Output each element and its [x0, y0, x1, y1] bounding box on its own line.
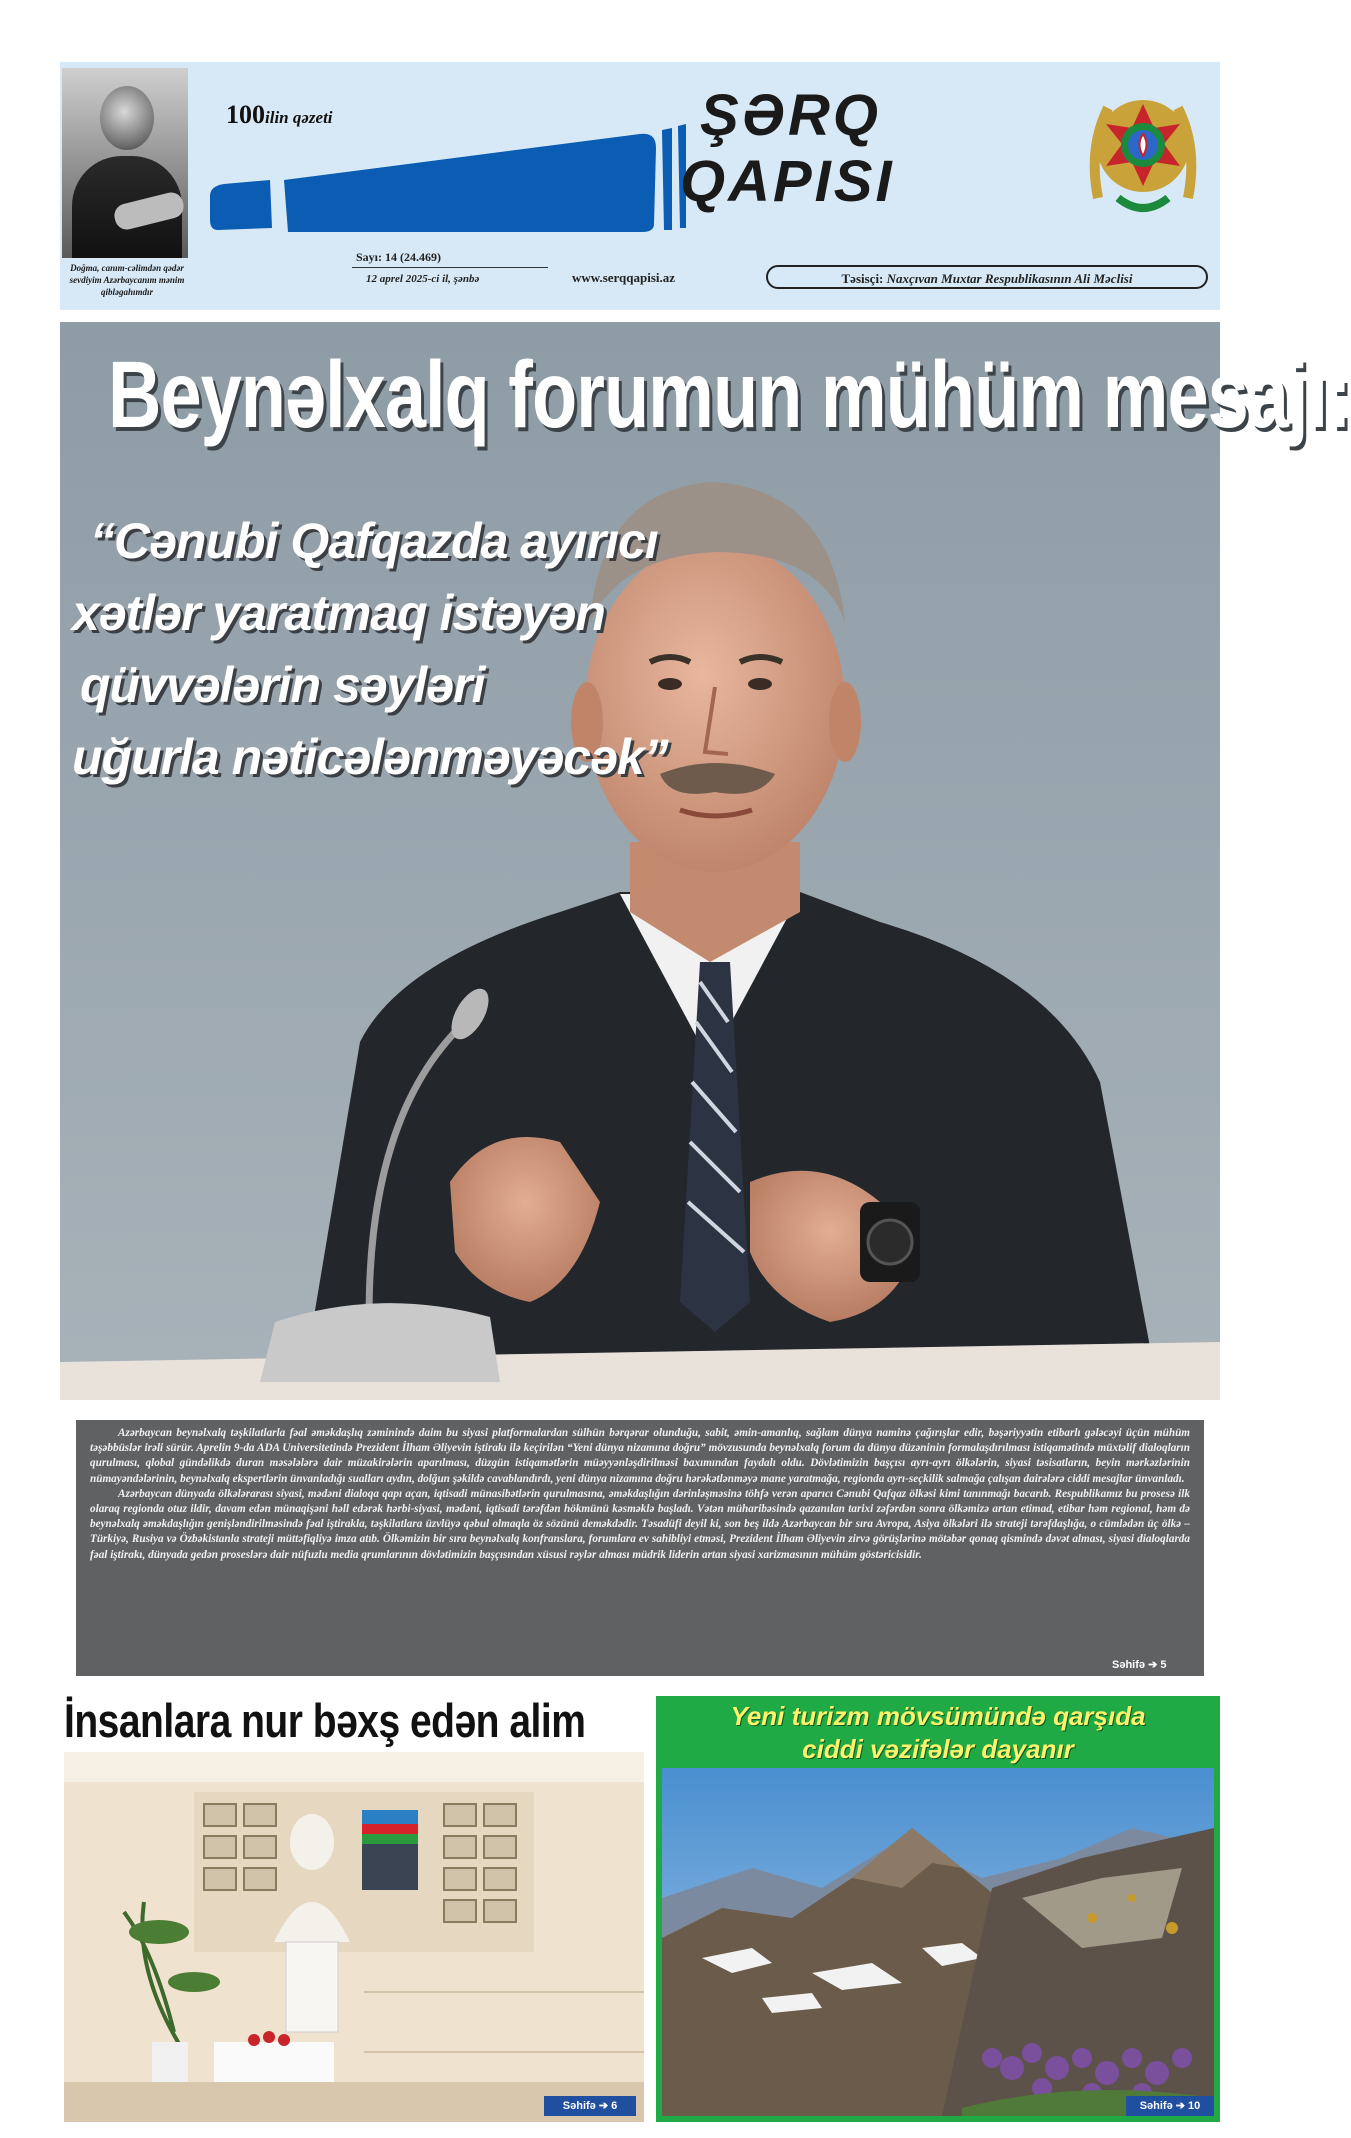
- hero-quote-line-3: qüvvələrin səyləri: [80, 657, 485, 713]
- age-label: [226, 100, 333, 130]
- state-emblem-icon: [1078, 78, 1208, 228]
- scientist-page-ref[interactable]: Səhifə ➔ 6: [544, 2096, 636, 2116]
- website-link[interactable]: www.serqqapisi.az: [572, 270, 676, 285]
- scientist-article-title[interactable]: İnsanlara nur bəxş edən alim: [64, 1696, 586, 1748]
- founder-box: [766, 265, 1208, 289]
- newspaper-title-line2: QAPISI: [680, 149, 895, 214]
- hero-quote-line-1: “Cənubi Qafqazda ayırıcı: [90, 513, 658, 569]
- memorial-room-photo: [64, 1752, 644, 2122]
- hero-quote-line-4: uğurla nəticələnməyəcək”: [72, 729, 668, 785]
- founder-name: Naxçıvan Muxtar Respublikasının Ali Məclisi: [886, 271, 1133, 286]
- main-headline: Beynəlxalq forumun mühüm mesajı:: [108, 341, 1351, 448]
- tourism-title-line2: ciddi vəzifələr dayanır: [802, 1734, 1074, 1764]
- portrait-caption: Doğma, canım-cəlimdən qədər sevdiyim Azərbaycanım mənim qibləgahımdır: [69, 263, 185, 297]
- hero-section: [60, 322, 1351, 1400]
- lead-page-ref[interactable]: Səhifə ➔ 5: [1112, 1659, 1167, 1671]
- hero-quote-line-2: xətlər yaratmaq istəyən: [72, 585, 605, 641]
- newspaper-title-line1: ŞƏRQ: [700, 83, 882, 148]
- masthead: [60, 62, 1220, 310]
- lead-paragraph: Azərbaycan beynəlxalq təşkilatlarla fəal əməkdaşlıq zəminində daim bu siyasi platformalardan sülhün bərqərar olunduğu, sabit, əmin-amanlıq, sağlam dünya naminə çağırışlar edir, bəşəriyyətin etibarlı gələcəyi üçün mühüm təşəbbüslər irəli sürür. Aprelin 9-da ADA Universitetində Prezident İlham Əliyevin iştirakı ilə keçirilən “Yeni dünya nizamına doğru” mövzusunda beynəlxalq forum da dünya düzəninin formalaşdırılması istiqamətində müxtəlif dialoqların qurulması, qlobal gündəlikdə duran məsələlərə dair müzakirələrin aparılması, düzgün istiqamətlərin müəyyənləşdirilməsi baxımından faydalı oldu. Dövlətimizin başçısı ayrı-ayrı ölkələrin, siyasi təsisatların, beyin mərkəzlərinin nümayəndələrinin, beynəlxalq ekspertlərin ünvanladığı sualları aydın, dolğun şəkildə cavablandırdı, yeni dünya nizamına doğru hərəkətlənməyə mane yaratmağa, regionda ayrı-seçkilik salmağa çalışan dairələrə ciddi mesajlar ünvanladı.: [90, 1427, 1190, 1485]
- mountain-landscape-photo: [662, 1768, 1214, 2116]
- lead-paragraph: Azərbaycan dünyada ölkələrarası siyasi, mədəni dialoqa qapı açan, iqtisadi münasibətlərin qurulmasına, əməkdaşlığın dərinləşməsinə töhfə verən aparıcı Cənubi Qafqaz ölkəsi kimi tanınmağı bacarıb. Respublikamız bu prosesə ilk olaraq regionda otuz ildir, davam edən münaqişəni həll edərək hərbi-siyasi, mədəni, iqtisadi tərəfdən hökmünü kəsməklə başladı. Vətən müharibəsində qazanılan tarixi zəfərdən sonra ölkəmizə artan etimad, etibar həm regional, həm də beynəlxalq əməkdaşlığın genişləndirilməsində fəal iştirakla, təşkilatlara üzvlüyə qəbul olmaqla öz sözünü deməkdədir. Təsadüfi deyil ki, son beş ildə Azərbaycan bir sıra Avropa, Asiya ölkələri ilə strateji tərəfdaşlığa, o cümlədən üç ölkə – Türkiyə, Rusiya və Özbəkistanla strateji müttəfiqliyə imza atıb. Ölkəmizin bir sıra beynəlxalq konfranslara, forumlara ev sahibliyi etməsi, Prezident İlham Əliyevin zirvə görüşlərinə mötəbər qonaq qismində dəvət alması, siyasi dialoqlarda fəal iştirakı, dünyada gedən proseslərə dair nüfuzlu media qrumlarının dövlətimizin başçısından xüsusi rəylər alması müdrik liderin artan siyasi xarizmasının mühüm göstəricisidir.: [90, 1487, 1190, 1561]
- founder-portrait: [62, 68, 188, 258]
- tourism-title-line1: Yeni turizm mövsümündə qarşıda: [730, 1701, 1146, 1731]
- issue-date: 12 aprel 2025-ci il, şənbə: [366, 273, 480, 285]
- president-photo: [60, 322, 1351, 1400]
- age-number: 100: [226, 100, 265, 129]
- issue-number: Sayı: 14 (24.469): [356, 250, 441, 264]
- tourism-page-ref[interactable]: Səhifə ➔ 10: [1126, 2096, 1214, 2116]
- tourism-article-title[interactable]: [656, 1700, 1220, 1766]
- issue-divider: [352, 267, 548, 268]
- age-text: ilin qəzeti: [265, 108, 333, 127]
- founder-label: Təsisçi:: [841, 271, 884, 286]
- lead-article: [76, 1420, 1204, 1676]
